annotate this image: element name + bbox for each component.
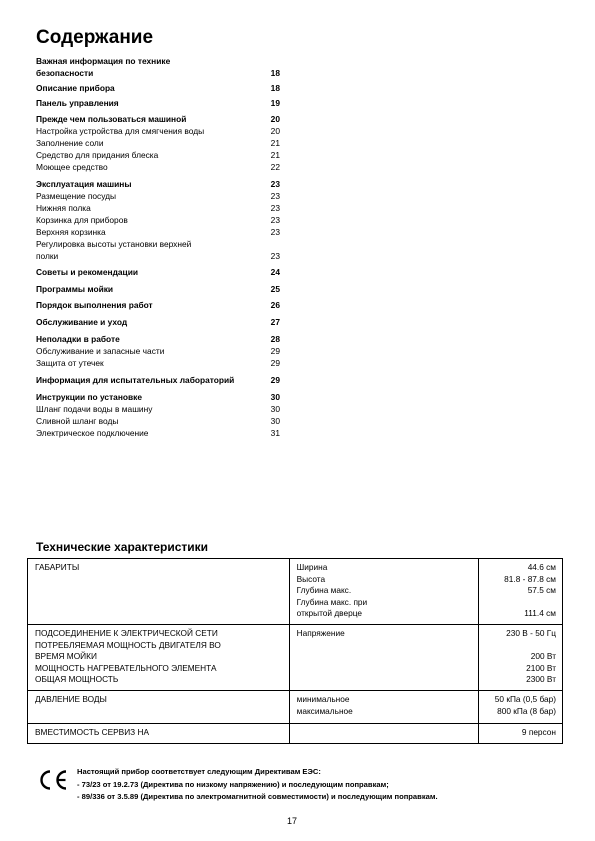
toc-entry — [36, 404, 280, 414]
toc-entry-title: Заполнение соли — [36, 138, 104, 148]
toc-entry-title: Шланг подачи воды в машину — [36, 404, 153, 414]
toc-entry-page: 25 — [270, 284, 280, 294]
toc-entry — [36, 126, 280, 136]
spec-parameter-cell — [289, 691, 478, 724]
toc-entry-page: 21 — [270, 138, 280, 148]
toc-entry-page: 31 — [270, 428, 280, 438]
toc-entry-title: Средство для придания блеска — [36, 150, 159, 160]
spec-label-cell — [28, 559, 290, 625]
toc-entry — [36, 392, 280, 402]
specs-row — [28, 559, 563, 625]
page-number: 17 — [287, 816, 298, 826]
toc-entry — [36, 203, 280, 213]
toc-entry-page: 30 — [270, 404, 280, 414]
specs-row — [28, 691, 563, 724]
toc-entry-title: Порядок выполнения работ — [36, 300, 153, 310]
spec-value: 44.6 см — [527, 562, 556, 572]
spec-parameter: открытой дверце — [296, 608, 362, 618]
spec-value: 81.8 - 87.8 см — [504, 573, 556, 584]
toc-entry-page: 23 — [270, 251, 280, 261]
spec-value: 57.5 см — [527, 585, 556, 595]
toc-entry-page: 23 — [270, 227, 280, 237]
spec-value: 800 кПа (8 бар) — [497, 705, 556, 716]
ce-directive-item: - 89/336 от 3.5.89 (Директива по электромагнитной совместимости) и последующим поправкам. — [77, 792, 438, 801]
spec-value-cell — [479, 691, 563, 724]
spec-label: ПОДСОЕДИНЕНИЕ К ЭЛЕКТРИЧЕСКОЙ СЕТИ — [35, 628, 218, 638]
spec-parameter: Высота — [296, 573, 326, 584]
toc-entry — [36, 334, 280, 344]
spec-label-cell — [28, 724, 290, 744]
spec-label: ВМЕСТИМОСТЬ СЕРВИЗ НА — [35, 727, 150, 737]
toc-entry-page: 28 — [270, 334, 280, 344]
toc-entry-title: Важная информация по технике — [36, 56, 171, 66]
specs-row — [28, 724, 563, 744]
toc-entry-title: Сливной шланг воды — [36, 416, 119, 426]
spec-value: 2300 Вт — [526, 674, 556, 684]
spec-value-cell — [479, 724, 563, 744]
toc-entry — [36, 267, 280, 277]
toc-entry-title: безопасности — [36, 68, 94, 78]
toc-entry-page: 26 — [270, 300, 280, 310]
toc-entry-title: Нижняя полка — [36, 203, 91, 213]
toc-entry — [36, 98, 280, 108]
toc-entry-title: Панель управления — [36, 98, 119, 108]
toc-entry — [36, 191, 280, 201]
toc-entry-title: Советы и рекомендации — [36, 267, 138, 277]
toc-entry-title: Корзинка для приборов — [36, 215, 128, 225]
toc-entry-title: Информация для испытательных лабораторий — [36, 375, 235, 385]
toc-entry-title: Прежде чем пользоваться машиной — [36, 114, 187, 124]
spec-value: 111.4 см — [524, 608, 556, 618]
toc-entry-title: Моющее средство — [36, 162, 108, 172]
spec-label-cell — [28, 691, 290, 724]
ce-notice — [77, 766, 438, 804]
spec-parameter: Глубина макс. — [296, 585, 352, 595]
toc-entry-page: 23 — [270, 179, 280, 189]
spec-parameter-cell — [289, 559, 478, 625]
toc-entry-page: 18 — [270, 68, 280, 78]
spec-parameter-cell — [289, 724, 478, 744]
spec-parameter-cell — [289, 625, 478, 691]
toc-entry — [36, 375, 280, 385]
toc-entry — [36, 346, 280, 356]
spec-parameter: максимальное — [296, 705, 353, 716]
toc-entry-page: 23 — [270, 203, 280, 213]
toc-entry-title: Эксплуатация машины — [36, 179, 132, 189]
toc-entry — [36, 138, 280, 148]
toc-entry-title: Электрическое подключение — [36, 428, 149, 438]
toc-entry-page: 30 — [270, 392, 280, 402]
spec-value: 200 Вт — [530, 651, 556, 661]
toc-entry — [36, 416, 280, 426]
toc-entry-title: Обслуживание и уход — [36, 317, 128, 327]
toc-entry — [36, 215, 280, 225]
spec-label: МОЩНОСТЬ НАГРЕВАТЕЛЬНОГО ЭЛЕМЕНТА — [35, 662, 217, 673]
toc-entry — [36, 68, 280, 78]
toc-entry-title: Защита от утечек — [36, 358, 104, 368]
ce-mark-icon — [36, 769, 68, 791]
spec-value-cell — [479, 625, 563, 691]
toc-entry-title: Размещение посуды — [36, 191, 117, 201]
spec-value: 2100 Вт — [526, 662, 556, 673]
spec-label: ОБЩАЯ МОЩНОСТЬ — [35, 674, 119, 684]
toc-entry-title: Регулировка высоты установки верхней — [36, 239, 192, 249]
toc-entry — [36, 162, 280, 172]
spec-value: 230 В - 50 Гц — [506, 628, 556, 638]
toc-entry — [36, 284, 280, 294]
toc-entry-page: 18 — [270, 83, 280, 93]
toc-entry-page: 23 — [270, 191, 280, 201]
toc-entry-page: 27 — [270, 317, 280, 327]
toc-entry-title: Верхняя корзинка — [36, 227, 106, 237]
spec-value — [486, 597, 556, 609]
spec-label: ПОТРЕБЛЯЕМАЯ МОЩНОСТЬ ДВИГАТЕЛЯ ВО — [35, 639, 221, 650]
toc-entry-page: 22 — [270, 162, 280, 172]
toc-entry-page: 20 — [270, 126, 280, 136]
toc-entry-page: 29 — [270, 375, 280, 385]
toc-entry-page: 30 — [270, 416, 280, 426]
toc-entry-page: 29 — [270, 358, 280, 368]
spec-label: ВРЕМЯ МОЙКИ — [35, 651, 97, 661]
ce-notice-heading: Настоящий прибор соответствует следующим Директивам ЕЭС: — [77, 767, 321, 776]
toc-entry-page: 19 — [270, 98, 280, 108]
spec-parameter: Напряжение — [296, 628, 345, 638]
specs-row — [28, 625, 563, 691]
specs-table — [27, 558, 563, 744]
spec-value: 50 кПа (0,5 бар) — [494, 694, 556, 704]
toc-entry — [36, 358, 280, 368]
toc-entry-page: 21 — [270, 150, 280, 160]
spec-label: ДАВЛЕНИЕ ВОДЫ — [35, 694, 107, 704]
toc-entry-page: 29 — [270, 346, 280, 356]
toc-entry — [36, 239, 280, 249]
toc-entry — [36, 150, 280, 160]
specs-title: Технические характеристики — [36, 540, 209, 554]
ce-directive-item: - 73/23 от 19.2.73 (Директива по низкому напряжению) и последующим поправкам; — [77, 779, 389, 789]
spec-parameter: минимальное — [296, 694, 350, 704]
toc-entry — [36, 317, 280, 327]
toc-entry — [36, 300, 280, 310]
spec-value-cell — [479, 559, 563, 625]
toc-entry — [36, 56, 280, 66]
toc-entry — [36, 227, 280, 237]
toc-entry — [36, 114, 280, 124]
toc-entry-page: 24 — [270, 267, 280, 277]
toc-entry-page: 23 — [270, 215, 280, 225]
spec-parameter: Глубина макс. при — [296, 596, 368, 607]
toc-entry-title: Инструкции по установке — [36, 392, 143, 402]
toc-entry-title: Неполадки в работе — [36, 334, 120, 344]
toc-entry — [36, 83, 280, 93]
toc-entry-title: полки — [36, 251, 59, 261]
toc-entry-page: 20 — [270, 114, 280, 124]
toc-entry-title: Программы мойки — [36, 284, 114, 294]
spec-label-cell — [28, 625, 290, 691]
toc-entry — [36, 428, 280, 438]
toc-entry-title: Описание прибора — [36, 83, 115, 93]
spec-parameter: Ширина — [296, 562, 328, 572]
spec-value — [486, 640, 556, 652]
toc-title: Содержание — [36, 27, 154, 48]
toc-entry-title: Настройка устройства для смягчения воды — [36, 126, 205, 136]
toc-entry — [36, 179, 280, 189]
spec-label: ГАБАРИТЫ — [35, 562, 80, 572]
toc-entry — [36, 251, 280, 261]
toc-entry-title: Обслуживание и запасные части — [36, 346, 165, 356]
spec-value: 9 персон — [521, 727, 556, 737]
